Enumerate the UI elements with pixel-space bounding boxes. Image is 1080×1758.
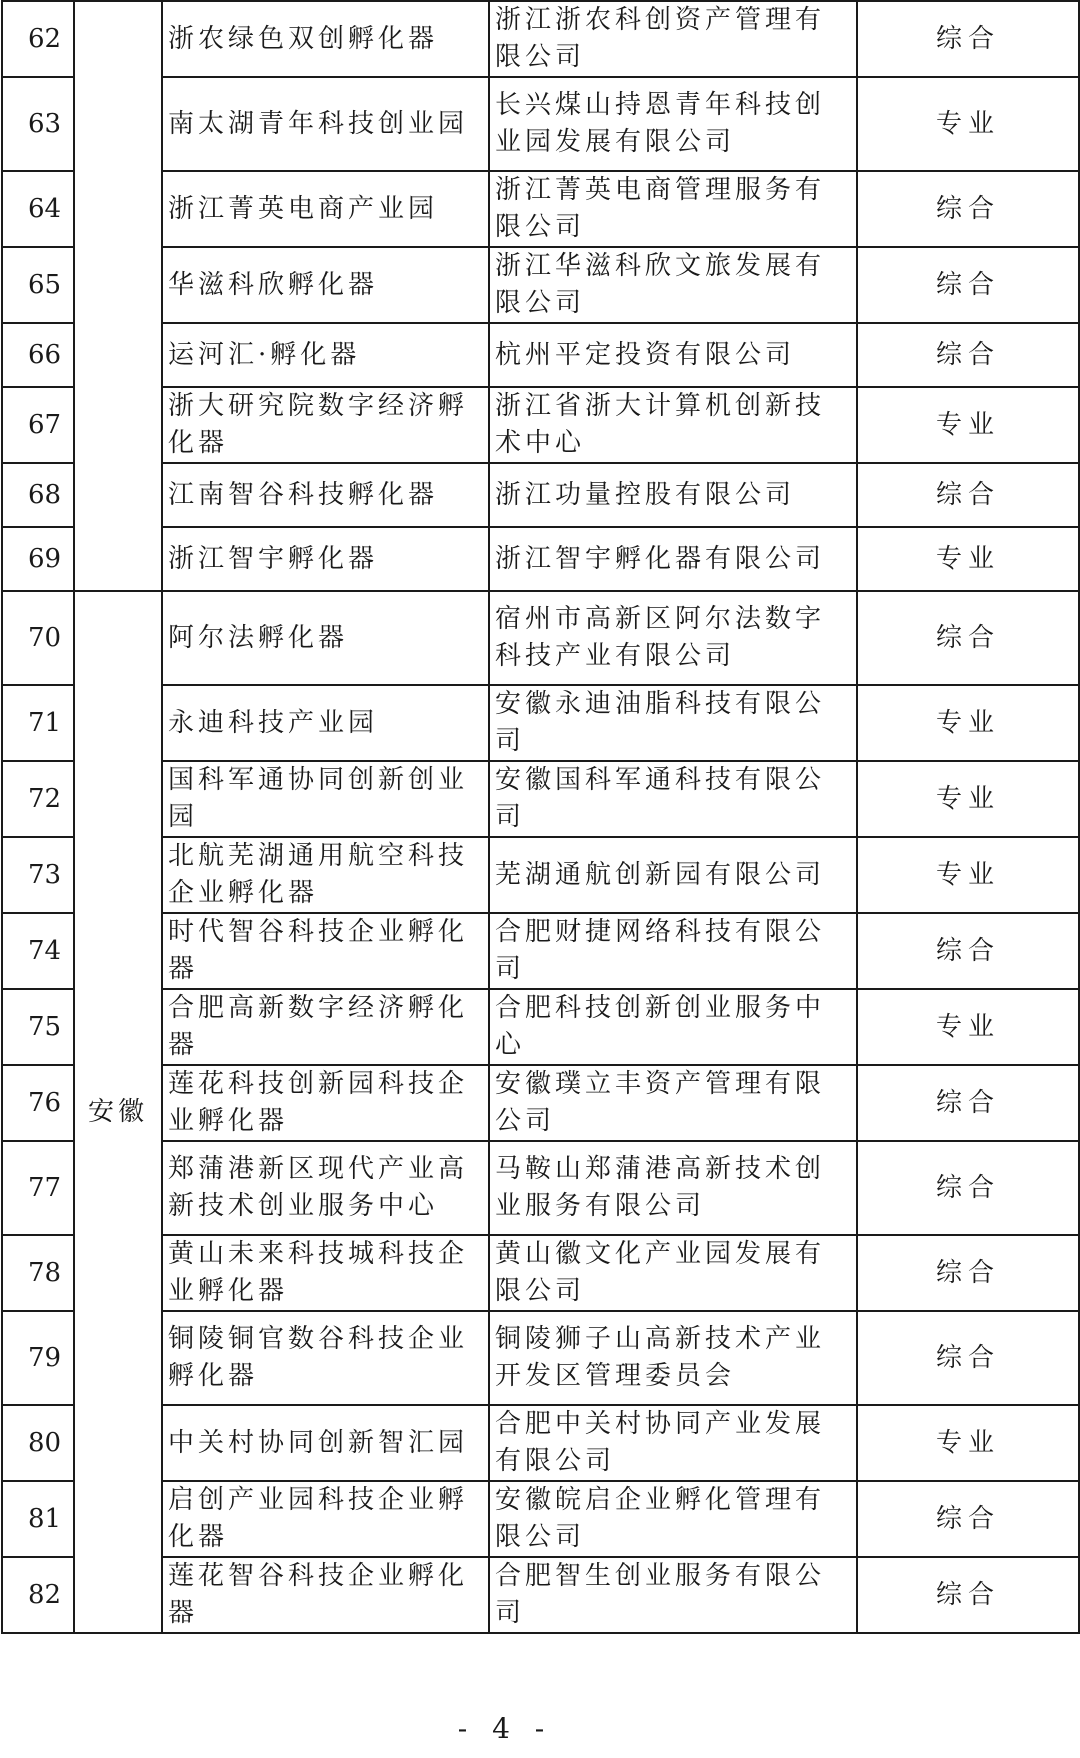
- row-number-cell: 73: [2, 837, 74, 913]
- row-number-cell: 64: [2, 171, 74, 247]
- incubator-type-cell: 综合: [857, 591, 1079, 685]
- table-row: [2, 387, 1079, 463]
- incubator-name-cell: 永迪科技产业园: [162, 685, 489, 761]
- operator-org-cell: 浙江功量控股有限公司: [489, 463, 857, 527]
- table-row: [2, 761, 1079, 837]
- incubator-type-cell: 综合: [857, 1235, 1079, 1311]
- incubator-name-cell: 北航芜湖通用航空科技企业孵化器: [162, 837, 489, 913]
- table-body: [2, 1, 1079, 1633]
- operator-org-cell: 合肥财捷网络科技有限公司: [489, 913, 857, 989]
- incubator-type-cell: 综合: [857, 1481, 1079, 1557]
- operator-org-cell: 浙江智宇孵化器有限公司: [489, 527, 857, 591]
- incubator-name-cell: 运河汇·孵化器: [162, 323, 489, 387]
- row-number-cell: 68: [2, 463, 74, 527]
- incubator-name-cell: 南太湖青年科技创业园: [162, 77, 489, 171]
- table-row: [2, 247, 1079, 323]
- operator-org-cell: 安徽璞立丰资产管理有限公司: [489, 1065, 857, 1141]
- table-row: [2, 1557, 1079, 1633]
- incubator-type-cell: 综合: [857, 463, 1079, 527]
- province-cell: 安徽: [74, 591, 162, 1633]
- incubator-type-cell: 专业: [857, 527, 1079, 591]
- row-number-cell: 62: [2, 1, 74, 77]
- table-row: [2, 1311, 1079, 1405]
- table-row: [2, 1235, 1079, 1311]
- operator-org-cell: 长兴煤山持恩青年科技创业园发展有限公司: [489, 77, 857, 171]
- table-row: [2, 1141, 1079, 1235]
- province-cell: [74, 1, 162, 591]
- row-number-cell: 77: [2, 1141, 74, 1235]
- table-row: [2, 989, 1079, 1065]
- incubator-type-cell: 综合: [857, 1, 1079, 77]
- table-row: [2, 913, 1079, 989]
- row-number-cell: 65: [2, 247, 74, 323]
- page-number: - 4 -: [457, 1712, 553, 1745]
- incubator-type-cell: 综合: [857, 1141, 1079, 1235]
- incubator-type-cell: 综合: [857, 913, 1079, 989]
- row-number-cell: 72: [2, 761, 74, 837]
- operator-org-cell: 合肥科技创新创业服务中心: [489, 989, 857, 1065]
- incubator-name-cell: 阿尔法孵化器: [162, 591, 489, 685]
- incubator-type-cell: 综合: [857, 1557, 1079, 1633]
- row-number-cell: 80: [2, 1405, 74, 1481]
- incubator-name-cell: 浙农绿色双创孵化器: [162, 1, 489, 77]
- incubator-type-cell: 专业: [857, 685, 1079, 761]
- incubator-name-cell: 莲花科技创新园科技企业孵化器: [162, 1065, 489, 1141]
- incubator-name-cell: 时代智谷科技企业孵化器: [162, 913, 489, 989]
- operator-org-cell: 浙江浙农科创资产管理有限公司: [489, 1, 857, 77]
- incubator-name-cell: 国科军通协同创新创业园: [162, 761, 489, 837]
- operator-org-cell: 黄山徽文化产业园发展有限公司: [489, 1235, 857, 1311]
- operator-org-cell: 合肥中关村协同产业发展有限公司: [489, 1405, 857, 1481]
- incubator-table: [1, 0, 1080, 1634]
- operator-org-cell: 浙江菁英电商管理服务有限公司: [489, 171, 857, 247]
- incubator-type-cell: 综合: [857, 247, 1079, 323]
- operator-org-cell: 芜湖通航创新园有限公司: [489, 837, 857, 913]
- incubator-type-cell: 专业: [857, 1405, 1079, 1481]
- row-number-cell: 79: [2, 1311, 74, 1405]
- table-row: [2, 685, 1079, 761]
- incubator-type-cell: 专业: [857, 989, 1079, 1065]
- incubator-name-cell: 黄山未来科技城科技企业孵化器: [162, 1235, 489, 1311]
- table-row: [2, 1481, 1079, 1557]
- incubator-name-cell: 华滋科欣孵化器: [162, 247, 489, 323]
- row-number-cell: 71: [2, 685, 74, 761]
- incubator-type-cell: 专业: [857, 761, 1079, 837]
- operator-org-cell: 安徽皖启企业孵化管理有限公司: [489, 1481, 857, 1557]
- incubator-type-cell: 专业: [857, 77, 1079, 171]
- incubator-type-cell: 综合: [857, 171, 1079, 247]
- row-number-cell: 82: [2, 1557, 74, 1633]
- incubator-type-cell: 综合: [857, 1311, 1079, 1405]
- table-row: [2, 527, 1079, 591]
- row-number-cell: 78: [2, 1235, 74, 1311]
- row-number-cell: 81: [2, 1481, 74, 1557]
- table-row: [2, 1, 1079, 77]
- table-row: [2, 837, 1079, 913]
- row-number-cell: 66: [2, 323, 74, 387]
- operator-org-cell: 宿州市高新区阿尔法数字科技产业有限公司: [489, 591, 857, 685]
- operator-org-cell: 浙江省浙大计算机创新技术中心: [489, 387, 857, 463]
- incubator-name-cell: 铜陵铜官数谷科技企业孵化器: [162, 1311, 489, 1405]
- operator-org-cell: 合肥智生创业服务有限公司: [489, 1557, 857, 1633]
- row-number-cell: 67: [2, 387, 74, 463]
- row-number-cell: 63: [2, 77, 74, 171]
- operator-org-cell: 杭州平定投资有限公司: [489, 323, 857, 387]
- incubator-name-cell: 浙江菁英电商产业园: [162, 171, 489, 247]
- operator-org-cell: 马鞍山郑蒲港高新技术创业服务有限公司: [489, 1141, 857, 1235]
- row-number-cell: 69: [2, 527, 74, 591]
- incubator-name-cell: 浙江智宇孵化器: [162, 527, 489, 591]
- incubator-name-cell: 江南智谷科技孵化器: [162, 463, 489, 527]
- incubator-type-cell: 综合: [857, 323, 1079, 387]
- row-number-cell: 74: [2, 913, 74, 989]
- incubator-name-cell: 浙大研究院数字经济孵化器: [162, 387, 489, 463]
- operator-org-cell: 铜陵狮子山高新技术产业开发区管理委员会: [489, 1311, 857, 1405]
- incubator-name-cell: 莲花智谷科技企业孵化器: [162, 1557, 489, 1633]
- table-row: [2, 591, 1079, 685]
- incubator-name-cell: 合肥高新数字经济孵化器: [162, 989, 489, 1065]
- table-row: [2, 1065, 1079, 1141]
- operator-org-cell: 安徽永迪油脂科技有限公司: [489, 685, 857, 761]
- table-row: [2, 1405, 1079, 1481]
- incubator-type-cell: 专业: [857, 387, 1079, 463]
- row-number-cell: 76: [2, 1065, 74, 1141]
- row-number-cell: 70: [2, 591, 74, 685]
- table-row: [2, 463, 1079, 527]
- operator-org-cell: 安徽国科军通科技有限公司: [489, 761, 857, 837]
- incubator-type-cell: 专业: [857, 837, 1079, 913]
- table-row: [2, 77, 1079, 171]
- incubator-name-cell: 中关村协同创新智汇园: [162, 1405, 489, 1481]
- table-row: [2, 171, 1079, 247]
- incubator-name-cell: 郑蒲港新区现代产业高新技术创业服务中心: [162, 1141, 489, 1235]
- incubator-type-cell: 综合: [857, 1065, 1079, 1141]
- row-number-cell: 75: [2, 989, 74, 1065]
- incubator-name-cell: 启创产业园科技企业孵化器: [162, 1481, 489, 1557]
- table-row: [2, 323, 1079, 387]
- operator-org-cell: 浙江华滋科欣文旅发展有限公司: [489, 247, 857, 323]
